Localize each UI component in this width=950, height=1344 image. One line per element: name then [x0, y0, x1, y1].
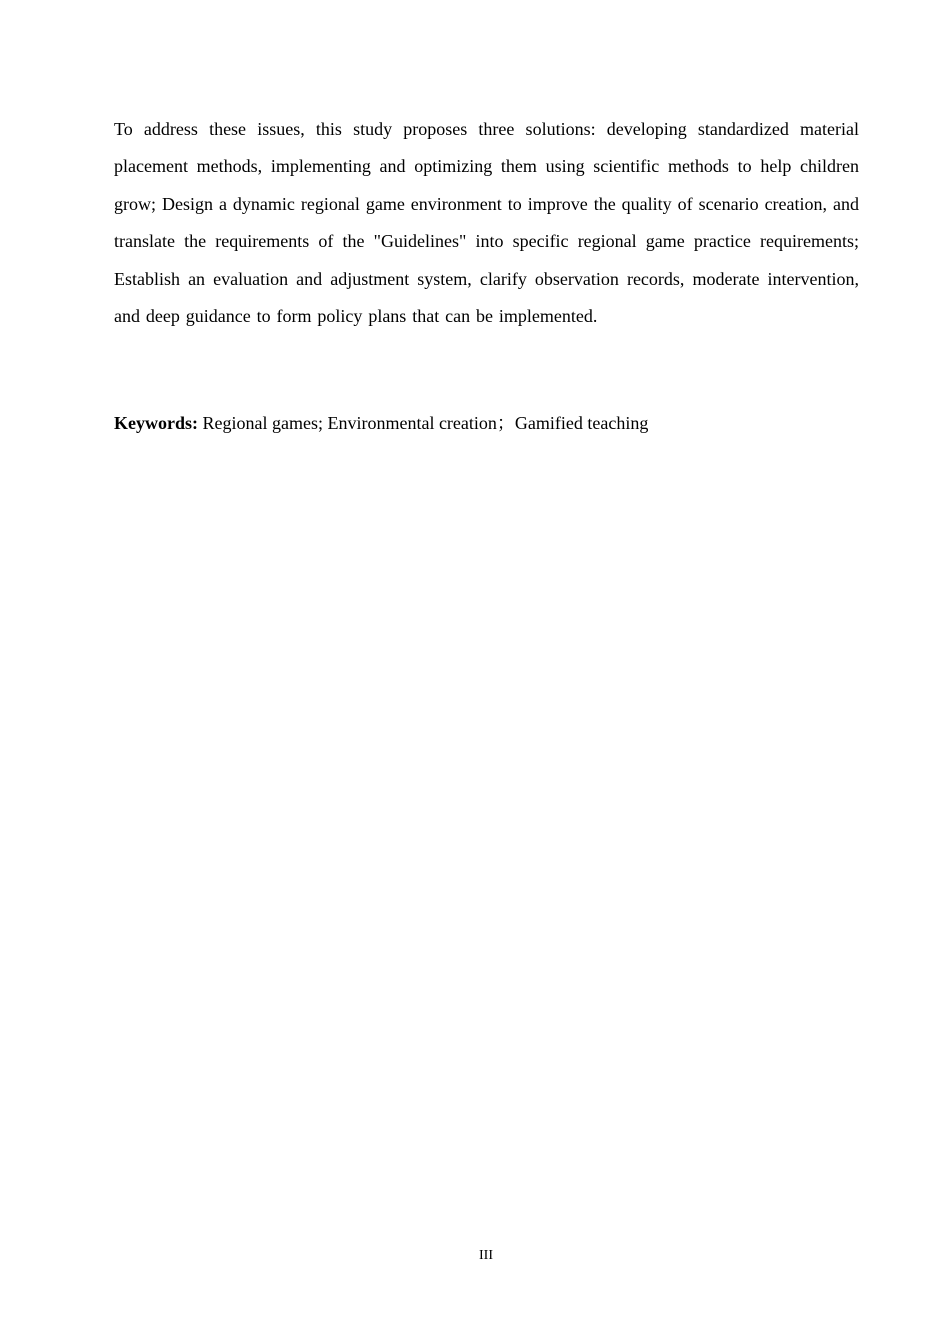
keywords-text: Regional games; Environmental creation；Gamified teaching	[198, 413, 649, 433]
page-number: III	[479, 1248, 493, 1263]
keywords-label: Keywords:	[114, 413, 198, 433]
abstract-paragraph: To address these issues, this study proposes three solutions: developing standardized material placement methods, implementing and optimizing them using scientific methods to help children grow; Design a dynamic regional game environment to improve the quality of scenario creation, and translate the requirements of the "Guidelines" into specific regional game practice requirements; Establish an evaluation and adjustment system, clarify observation records, moderate intervention, and deep guidance to form policy plans that can be implemented.	[114, 119, 859, 327]
keywords-line	[114, 409, 859, 437]
